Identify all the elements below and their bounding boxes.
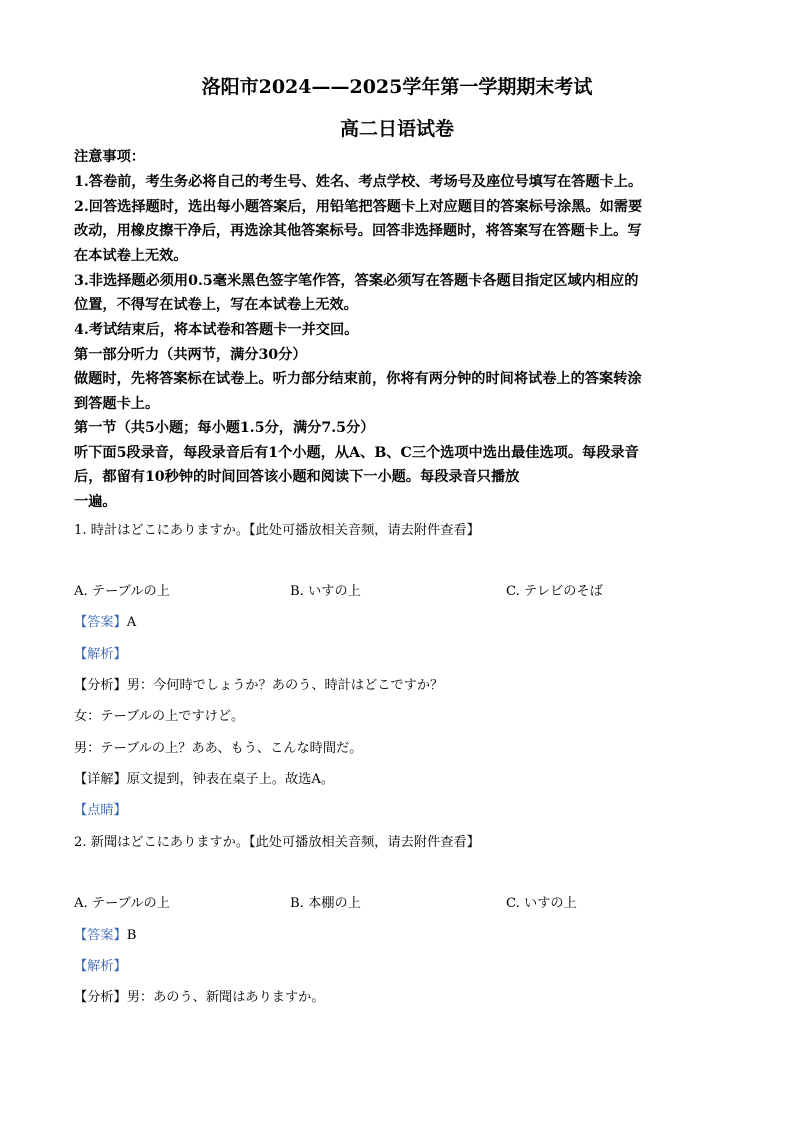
analysis-tag	[74, 957, 724, 977]
notice-line: 4.考试结束后，将本试卷和答题卡一并交回。	[74, 322, 359, 338]
answer-value: A	[126, 615, 137, 630]
answer-value: B	[126, 928, 137, 943]
exam-title: 洛阳市2024——2025学年第一学期期末考试	[201, 76, 593, 98]
notice-line: 在本试卷上无效。	[74, 248, 188, 264]
section1-desc-line: 听下面5段录音，每段录音后有1个小题，从A、B、C三个选项中选出最佳选项。每段录音	[74, 445, 639, 461]
option-b: B. いすの上	[290, 584, 361, 599]
notice-line: 改动，用橡皮擦干净后，再选涂其他答案标号。回答非选择题时，将答案写在答题卡上。写	[74, 223, 642, 239]
section1-desc-line: 后，都留有10秒钟的时间回答该小题和阅读下一小题。每段录音只播放	[74, 469, 520, 485]
notice-line: 1.答卷前，考生务必将自己的考生号、姓名、考点学校、考场号及座位号填写在答题卡上。	[74, 174, 643, 190]
detail-text: 原文提到，钟表在桌子上。故选A。	[126, 772, 335, 787]
question-stem: 2. 新聞はどこにありますか。【此处可播放相关音频，请去附件查看】	[74, 835, 480, 850]
dialogue-line: 男：あのう、新聞はありますか。	[126, 990, 325, 1005]
part1-heading: 第一部分听力（共两节，满分30分）	[74, 347, 307, 363]
detail-tag: 【详解】	[74, 772, 127, 787]
dialogue-line: 男：テーブルの上？ああ、もう、こんな時間だ。	[74, 741, 363, 756]
answer-tag: 【答案】	[74, 928, 127, 943]
option-b: B. 本棚の上	[290, 896, 361, 911]
notice-heading: 注意事项：	[74, 149, 145, 165]
detail-line	[74, 770, 724, 790]
analysis-line	[74, 676, 724, 696]
option-c: C. いすの上	[506, 896, 577, 911]
option-a: A. テーブルの上	[74, 584, 170, 599]
option-c: C. テレビのそば	[506, 584, 603, 599]
comment-tag	[74, 801, 724, 821]
section1-desc-line: 一遍。	[74, 494, 117, 510]
notice-line: 3.非选择题必须用0.5毫米黑色签字笔作答，答案必须写在答题卡各题目指定区域内相应的	[74, 273, 639, 289]
part1-desc-line: 到答题卡上。	[74, 396, 160, 412]
answer-line	[74, 613, 724, 633]
dialogue-line: 女：テーブルの上ですけど。	[74, 709, 245, 724]
dialogue-line: 男：今何時でしょうか？あのう、時計はどこですか？	[126, 678, 444, 693]
option-a: A. テーブルの上	[74, 896, 170, 911]
notice-line: 2.回答选择题时，选出每小题答案后，用铅笔把答题卡上对应题目的答案标号涂黑。如需要	[74, 199, 643, 215]
question-stem: 1. 時計はどこにありますか。【此处可播放相关音频，请去附件查看】	[74, 523, 480, 538]
comment-tag-text: 【点睛】	[74, 803, 127, 818]
part1-desc-line: 做题时，先将答案标在试卷上。听力部分结束前，你将有两分钟的时间将试卷上的答案转涂	[74, 371, 642, 387]
answer-tag: 【答案】	[74, 615, 127, 630]
analysis-label: 【分析】	[74, 678, 127, 693]
analysis-line	[74, 988, 724, 1008]
analysis-tag-text: 【解析】	[74, 647, 127, 662]
answer-line	[74, 926, 724, 946]
section1-heading: 第一节（共5小题；每小题1.5分，满分7.5分）	[74, 420, 375, 436]
analysis-tag	[74, 645, 724, 665]
analysis-label: 【分析】	[74, 990, 127, 1005]
exam-subtitle: 高二日语试卷	[339, 118, 454, 140]
analysis-tag-text: 【解析】	[74, 959, 127, 974]
notice-line: 位置，不得写在试卷上，写在本试卷上无效。	[74, 297, 358, 313]
